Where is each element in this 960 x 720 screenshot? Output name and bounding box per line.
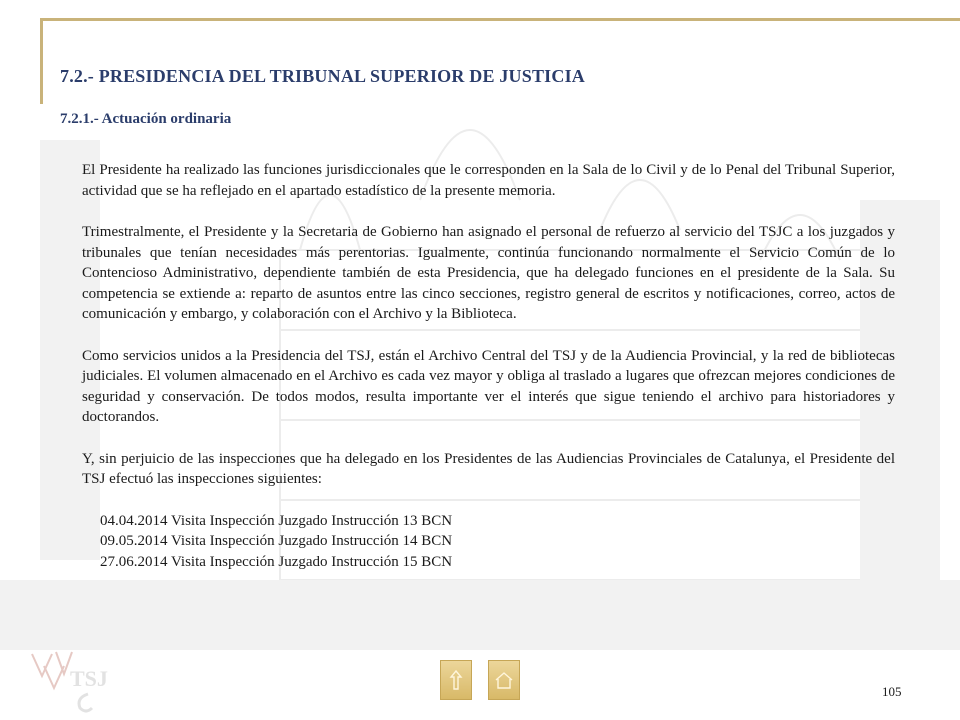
- up-button[interactable]: [440, 660, 472, 700]
- inspection-list: [82, 511, 895, 573]
- logo-text: TSJ: [70, 666, 108, 691]
- page-number: 105: [882, 684, 902, 699]
- list-item: 09.05.2014 Visita Inspección Juzgado Instrucción 14 BCN: [100, 533, 453, 549]
- paragraph: El Presidente ha realizado las funciones jurisdiccionales que le corresponden en la Sala de lo Civil y de lo Penal del Tribunal Superior, actividad que se ha reflejado en el apartado estadístico de la presente memoria.: [82, 162, 895, 199]
- home-icon: [494, 670, 514, 690]
- list-item: 04.04.2014 Visita Inspección Juzgado Instrucción 13 BCN: [100, 512, 453, 529]
- home-button[interactable]: [488, 660, 520, 700]
- subsection-heading: 7.2.1.- Actuación ordinaria: [60, 111, 232, 127]
- section-heading: 7.2.- PRESIDENCIA DEL TRIBUNAL SUPERIOR DE JUSTICIA: [60, 66, 585, 86]
- list-item: 27.06.2014 Visita Inspección Juzgado Instrucción 15 BCN: [100, 553, 453, 570]
- paragraph: Trimestralmente, el Presidente y la Secretaria de Gobierno han asignado el personal de refuerzo al servicio del TSJC a los juzgados y tribunales que tenían necesidades más perentorias. Igualmente, continúa funcionando normalmente el Servicio Común de lo Contencioso Administrativo, dependiente también de esta Presidencia, que ha delegado funciones en el presidente de la Sala. Su competencia se extiende a: reparto de asuntos entre las cinco secciones, registro general de escritos y notificaciones, correo, actos de comunicación y embargo, y colaboración con el Archivo y la Biblioteca.: [82, 224, 895, 322]
- up-arrow-icon: [449, 669, 463, 691]
- paragraph: Como servicios unidos a la Presidencia del TSJ, están el Archivo Central del TSJ y de la Audiencia Provincial, y la red de bibliotecas judiciales. El volumen almacenado en el Archivo es cada vez mayor y obliga al traslado a lugares que ofrezcan mejores condiciones de seguridad y conservación. De todos modos, resulta importante ver el interés que sigue teniendo el archivo para historiadores y doctorandos.: [82, 347, 895, 425]
- paragraph: Y, sin perjuicio de las inspecciones que ha delegado en los Presidentes de las Audiencias Provinciales de Catalunya, el Presidente del TSJ efectuó las inspecciones siguientes:: [82, 450, 895, 487]
- body-text: [82, 160, 895, 572]
